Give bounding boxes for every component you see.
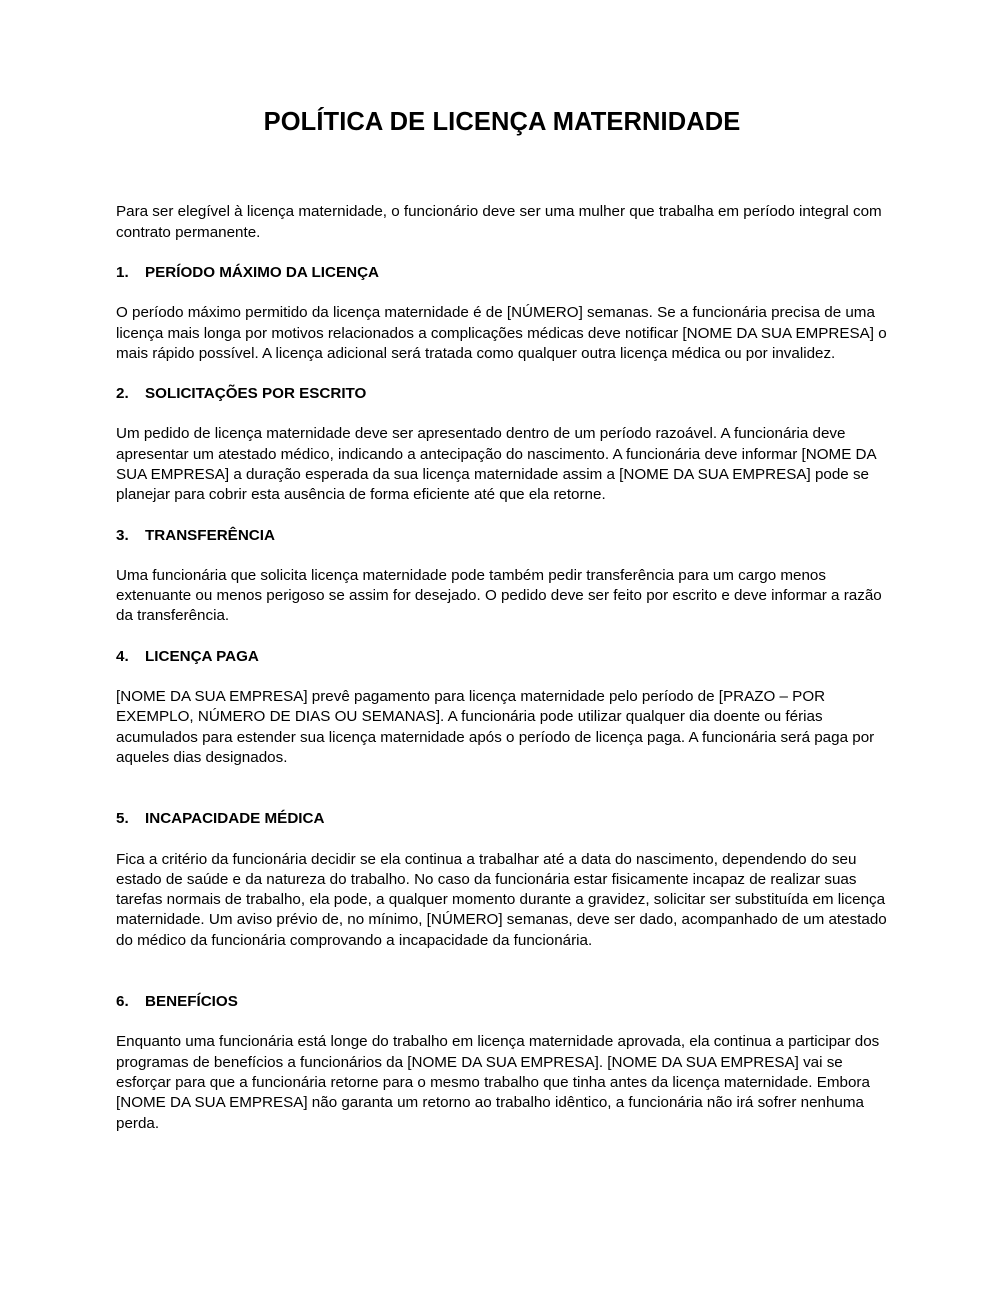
- section-1: [116, 263, 888, 364]
- intro-paragraph: Para ser elegível à licença maternidade, o funcionário deve ser uma mulher que trabalha em período integral com contrato permanente.: [116, 203, 882, 241]
- spacer: [116, 627, 888, 647]
- section-4-heading: [116, 647, 888, 667]
- spacer: [116, 546, 888, 566]
- document-body: [116, 108, 888, 1134]
- section-5-label: INCAPACIDADE MÉDICA: [145, 810, 325, 828]
- section-4: [116, 647, 888, 768]
- spacer: [116, 667, 888, 687]
- section-6-heading: [116, 992, 888, 1012]
- spacer: [116, 951, 888, 992]
- section-6-label: BENEFÍCIOS: [145, 993, 238, 1011]
- section-1-number: 1.: [116, 263, 129, 281]
- spacer: [116, 506, 888, 526]
- section-2-label: SOLICITAÇÕES POR ESCRITO: [145, 385, 367, 403]
- section-3-heading: [116, 526, 888, 546]
- section-2: [116, 384, 888, 505]
- section-6: [116, 992, 888, 1134]
- section-5-body: Fica a critério da funcionária decidir se ela continua a trabalhar até a data do nascimento, dependendo do seu estado de saúde e da natureza do trabalho. No caso da funcionária estar fisicamente incapaz de realizar suas tarefas normais de trabalho, ela pode, a qualquer momento durante a gravidez, solicitar ser substituída em licença maternidade. Um aviso prévio de, no mínimo, [NÚMERO] semanas, deve ser dado, acompanhado de um atestado do médico da funcionária comprovando a incapacidade da funcionária.: [116, 850, 887, 949]
- section-1-label: PERÍODO MÁXIMO DA LICENÇA: [145, 263, 380, 281]
- spacer: [116, 768, 888, 809]
- spacer: [116, 243, 888, 263]
- section-5-number: 5.: [116, 810, 129, 828]
- section-3: [116, 526, 888, 627]
- spacer: [116, 404, 888, 424]
- section-2-body: Um pedido de licença maternidade deve ser apresentado dentro de um período razoável. A funcionária deve apresentar um atestado médico, indicando a antecipação do nascimento. A funcionária deve informar [NOME DA SUA EMPRESA] a duração esperada da sua licença maternidade assim a [NOME DA SUA EMPRESA] pode se planejar para cobrir esta ausência de forma eficiente até que ela retorne.: [116, 425, 876, 504]
- spacer: [116, 1012, 888, 1032]
- section-6-number: 6.: [116, 993, 129, 1011]
- section-1-body: O período máximo permitido da licença maternidade é de [NÚMERO] semanas. Se a funcionária precisa de uma licença mais longa por motivos relacionados a complicações médicas deve notificar [NOME DA SUA EMPRESA] o mais rápido possível. A licença adicional será tratada como qualquer outra licença médica ou por invalidez.: [116, 304, 887, 362]
- section-2-heading: [116, 384, 888, 404]
- section-6-body: Enquanto uma funcionária está longe do trabalho em licença maternidade aprovada, ela continua a participar dos programas de benefícios a funcionários da [NOME DA SUA EMPRESA]. [NOME DA SUA EMPRESA] vai se esforçar para que a funcionária retorne para o mesmo trabalho que tinha antes da licença maternidade. Embora [NOME DA SUA EMPRESA] não garanta um retorno ao trabalho idêntico, a funcionária não irá sofrer nenhuma perda.: [116, 1033, 880, 1132]
- section-4-body: [NOME DA SUA EMPRESA] prevê pagamento para licença maternidade pelo período de [PRAZO – POR EXEMPLO, NÚMERO DE DIAS OU SEMANAS]. A funcionária pode utilizar qualquer dia doente ou férias acumulados para estender sua licença maternidade após o período de licença paga. A funcionária será paga por aqueles dias designados.: [116, 688, 875, 766]
- spacer: [116, 830, 888, 850]
- page-title: POLÍTICA DE LICENÇA MATERNIDADE: [263, 108, 741, 136]
- spacer: [116, 364, 888, 384]
- spacer: [116, 283, 888, 303]
- section-2-number: 2.: [116, 385, 129, 403]
- section-3-label: TRANSFERÊNCIA: [145, 526, 275, 544]
- section-1-heading: [116, 263, 888, 283]
- section-5: [116, 809, 888, 951]
- section-3-body: Uma funcionária que solicita licença maternidade pode também pedir transferência para um cargo menos extenuante ou menos perigoso se assim for desejado. O pedido deve ser feito por escrito e deve informar a razão da transferência.: [116, 566, 882, 625]
- section-4-label: LICENÇA PAGA: [145, 647, 259, 665]
- section-5-heading: [116, 809, 888, 829]
- title-spacer: [116, 137, 888, 202]
- section-3-number: 3.: [116, 526, 129, 544]
- section-4-number: 4.: [116, 647, 129, 665]
